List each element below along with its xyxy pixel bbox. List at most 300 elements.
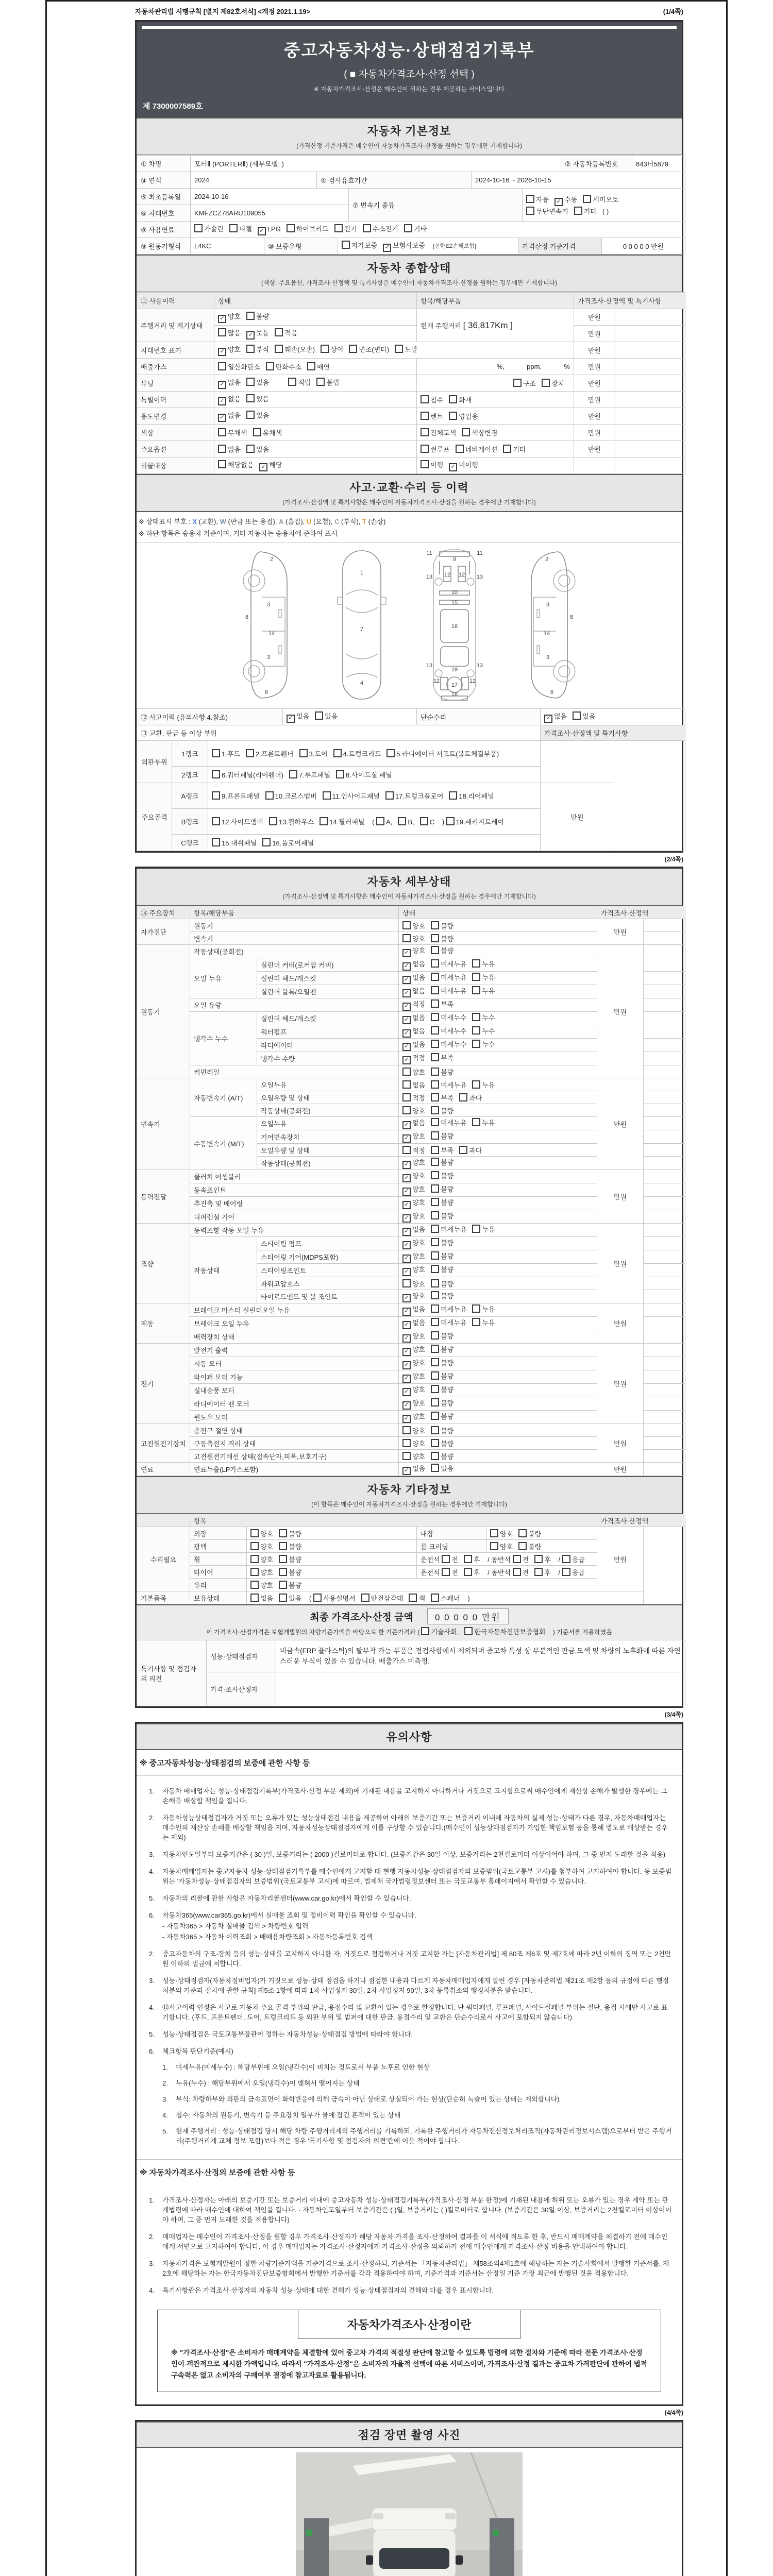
- checkbox[interactable]: ✓: [402, 976, 411, 984]
- checkbox[interactable]: [279, 1529, 287, 1537]
- checkbox[interactable]: ✓: [402, 1334, 411, 1343]
- checkbox[interactable]: [250, 1542, 259, 1550]
- checkbox-option[interactable]: [402, 1080, 425, 1090]
- checkbox-option[interactable]: [402, 1184, 425, 1196]
- checkbox-option[interactable]: [404, 224, 427, 233]
- checkbox-option[interactable]: [431, 1211, 453, 1221]
- checkbox-option[interactable]: [513, 1567, 529, 1577]
- checkbox[interactable]: ✓: [402, 1121, 411, 1129]
- checkbox-option[interactable]: [402, 1438, 425, 1448]
- checkbox[interactable]: [431, 1158, 439, 1166]
- checkbox[interactable]: [402, 1279, 411, 1287]
- checkbox-option[interactable]: [402, 999, 425, 1011]
- checkbox[interactable]: [421, 445, 429, 453]
- checkbox-option[interactable]: [218, 377, 241, 389]
- checkbox[interactable]: ✓: [218, 315, 226, 323]
- checkbox-option[interactable]: [218, 362, 260, 371]
- checkbox-option[interactable]: [307, 362, 330, 371]
- checkbox-option[interactable]: [334, 224, 357, 233]
- checkbox[interactable]: [472, 1225, 480, 1233]
- checkbox[interactable]: ✓: [402, 1375, 411, 1383]
- checkbox[interactable]: [526, 207, 534, 215]
- checkbox-option[interactable]: [449, 460, 478, 471]
- checkbox[interactable]: [212, 817, 220, 825]
- checkbox[interactable]: [431, 1398, 439, 1406]
- checkbox[interactable]: [431, 1106, 439, 1114]
- checkbox[interactable]: [431, 1184, 439, 1193]
- checkbox-option[interactable]: [402, 1026, 425, 1038]
- checkbox[interactable]: [542, 379, 550, 387]
- checkbox-option[interactable]: [402, 1224, 425, 1236]
- checkbox-option[interactable]: [259, 460, 282, 471]
- checkbox[interactable]: [279, 1581, 287, 1589]
- checkbox[interactable]: [472, 1026, 480, 1035]
- checkbox[interactable]: [431, 1594, 439, 1602]
- checkbox[interactable]: [431, 1013, 439, 1021]
- checkbox-option[interactable]: [402, 934, 425, 943]
- checkbox-option[interactable]: [402, 1426, 425, 1435]
- checkbox-option[interactable]: [472, 1224, 495, 1234]
- checkbox[interactable]: ✓: [402, 1056, 411, 1064]
- checkbox[interactable]: ✓: [402, 1308, 411, 1316]
- checkbox-option[interactable]: [253, 428, 282, 437]
- checkbox[interactable]: [313, 1594, 322, 1602]
- checkbox-option[interactable]: [402, 1012, 425, 1024]
- checkbox-option[interactable]: [212, 791, 260, 801]
- checkbox[interactable]: ✓: [554, 198, 563, 206]
- checkbox-option[interactable]: [431, 1012, 466, 1022]
- checkbox-option[interactable]: [279, 1529, 301, 1538]
- checkbox[interactable]: ✓: [402, 949, 411, 957]
- checkbox[interactable]: [404, 224, 412, 232]
- checkbox-option[interactable]: [459, 1093, 482, 1103]
- checkbox[interactable]: ✓: [402, 1029, 411, 1038]
- checkbox-option[interactable]: [472, 959, 495, 969]
- checkbox-option[interactable]: [349, 344, 389, 354]
- checkbox-option[interactable]: [442, 1554, 458, 1564]
- checkbox[interactable]: [402, 1439, 411, 1447]
- checkbox-option[interactable]: [431, 1438, 453, 1448]
- checkbox[interactable]: [316, 378, 325, 386]
- checkbox-option[interactable]: [446, 817, 504, 826]
- checkbox[interactable]: [431, 1304, 439, 1313]
- checkbox[interactable]: ✓: [544, 715, 552, 723]
- checkbox-option[interactable]: [431, 986, 466, 995]
- checkbox[interactable]: ✓: [402, 1401, 411, 1410]
- checkbox-option[interactable]: [431, 1451, 453, 1461]
- checkbox[interactable]: [336, 770, 344, 778]
- checkbox-option[interactable]: [212, 770, 283, 779]
- checkbox[interactable]: [431, 999, 439, 1008]
- checkbox-option[interactable]: [431, 1080, 466, 1090]
- checkbox[interactable]: [472, 1304, 480, 1313]
- checkbox-option[interactable]: [246, 410, 269, 420]
- checkbox-option[interactable]: [246, 444, 269, 454]
- checkbox-option[interactable]: [279, 1554, 301, 1564]
- checkbox[interactable]: [307, 362, 315, 370]
- checkbox[interactable]: [402, 1093, 411, 1101]
- checkbox-option[interactable]: [361, 1593, 404, 1603]
- checkbox[interactable]: ✓: [402, 1161, 411, 1169]
- checkbox[interactable]: [275, 345, 283, 353]
- checkbox-option[interactable]: [402, 1067, 425, 1077]
- checkbox[interactable]: ✓: [218, 381, 226, 389]
- checkbox[interactable]: [459, 1093, 467, 1101]
- checkbox[interactable]: [431, 1118, 439, 1126]
- checkbox[interactable]: [250, 1594, 259, 1602]
- checkbox-option[interactable]: [534, 1554, 551, 1564]
- checkbox-option[interactable]: [333, 749, 381, 758]
- checkbox[interactable]: [279, 1594, 287, 1602]
- checkbox[interactable]: [212, 770, 220, 778]
- checkbox-option[interactable]: [431, 1131, 453, 1141]
- checkbox-option[interactable]: [462, 428, 497, 437]
- checkbox[interactable]: [334, 224, 343, 232]
- checkbox-option[interactable]: [402, 1157, 425, 1169]
- checkbox-option[interactable]: [534, 1567, 551, 1577]
- checkbox-option[interactable]: [279, 1567, 301, 1577]
- checkbox-option[interactable]: [431, 972, 466, 982]
- checkbox-option[interactable]: [250, 1529, 273, 1538]
- checkbox-option[interactable]: [246, 377, 269, 387]
- checkbox-option[interactable]: [431, 1093, 453, 1103]
- checkbox[interactable]: [431, 1265, 439, 1273]
- checkbox[interactable]: [431, 921, 439, 929]
- checkbox[interactable]: [431, 1131, 439, 1140]
- checkbox-option[interactable]: [383, 240, 425, 252]
- checkbox-option[interactable]: [269, 817, 314, 826]
- checkbox-option[interactable]: [472, 1012, 495, 1022]
- checkbox[interactable]: [518, 1542, 527, 1550]
- checkbox[interactable]: ✓: [402, 1201, 411, 1209]
- checkbox[interactable]: [250, 1555, 259, 1563]
- checkbox[interactable]: [402, 934, 411, 942]
- checkbox[interactable]: [386, 749, 395, 757]
- checkbox[interactable]: [431, 1093, 439, 1101]
- checkbox[interactable]: [402, 1080, 411, 1089]
- checkbox-option[interactable]: [246, 311, 269, 321]
- checkbox-option[interactable]: [431, 1224, 466, 1234]
- checkbox-option[interactable]: [246, 394, 269, 403]
- checkbox[interactable]: [472, 1318, 480, 1326]
- checkbox-option[interactable]: [402, 1093, 425, 1103]
- checkbox[interactable]: [431, 1171, 439, 1179]
- checkbox-option[interactable]: [313, 1593, 356, 1603]
- checkbox[interactable]: [446, 817, 455, 825]
- checkbox[interactable]: [472, 986, 480, 994]
- checkbox[interactable]: [503, 445, 511, 453]
- checkbox[interactable]: [583, 195, 591, 203]
- checkbox[interactable]: [472, 1080, 480, 1089]
- checkbox-option[interactable]: [402, 1106, 425, 1115]
- checkbox[interactable]: [275, 328, 283, 336]
- checkbox[interactable]: [431, 973, 439, 981]
- checkbox[interactable]: [279, 1555, 287, 1563]
- checkbox-option[interactable]: [250, 1567, 273, 1577]
- checkbox-option[interactable]: [402, 1197, 425, 1209]
- checkbox-option[interactable]: [299, 749, 328, 758]
- checkbox[interactable]: [342, 241, 350, 249]
- checkbox-option[interactable]: [431, 1331, 453, 1341]
- checkbox[interactable]: ✓: [402, 1016, 411, 1024]
- checkbox-option[interactable]: [431, 1317, 466, 1327]
- checkbox-option[interactable]: [431, 1145, 453, 1155]
- checkbox-option[interactable]: [402, 1291, 425, 1302]
- checkbox-option[interactable]: [472, 1304, 495, 1314]
- checkbox-option[interactable]: [421, 411, 443, 421]
- checkbox[interactable]: [456, 445, 464, 453]
- checkbox[interactable]: [363, 224, 371, 232]
- checkbox-option[interactable]: [513, 378, 536, 388]
- checkbox[interactable]: [490, 1529, 498, 1537]
- checkbox-option[interactable]: [542, 378, 564, 388]
- checkbox-option[interactable]: [279, 1541, 301, 1551]
- checkbox-option[interactable]: [431, 1106, 453, 1115]
- checkbox[interactable]: ✓: [287, 715, 295, 723]
- checkbox-option[interactable]: [431, 945, 453, 955]
- checkbox-option[interactable]: [431, 1067, 453, 1077]
- checkbox[interactable]: [246, 445, 255, 453]
- checkbox-option[interactable]: [431, 1358, 453, 1367]
- checkbox-option[interactable]: [574, 206, 597, 216]
- checkbox[interactable]: [431, 1225, 439, 1233]
- checkbox[interactable]: [513, 1555, 521, 1563]
- checkbox-option[interactable]: [218, 460, 254, 469]
- checkbox[interactable]: [464, 1555, 472, 1563]
- checkbox-option[interactable]: [402, 1171, 425, 1182]
- checkbox-option[interactable]: [320, 817, 364, 826]
- checkbox-option[interactable]: [456, 444, 498, 454]
- checkbox[interactable]: [246, 312, 255, 320]
- checkbox-option[interactable]: [323, 791, 380, 801]
- checkbox[interactable]: [462, 428, 470, 436]
- checkbox-option[interactable]: [431, 1157, 453, 1167]
- checkbox[interactable]: ✓: [246, 331, 255, 340]
- checkbox[interactable]: [421, 428, 429, 436]
- checkbox[interactable]: [402, 1146, 411, 1154]
- checkbox[interactable]: [299, 749, 308, 757]
- checkbox[interactable]: ✓: [402, 1348, 411, 1356]
- checkbox[interactable]: [246, 749, 254, 757]
- checkbox[interactable]: ✓: [218, 348, 226, 356]
- checkbox-option[interactable]: [194, 224, 224, 233]
- checkbox-option[interactable]: [402, 1304, 425, 1316]
- checkbox-option[interactable]: [279, 1593, 301, 1603]
- checkbox[interactable]: [246, 411, 255, 419]
- checkbox-option[interactable]: [402, 1331, 425, 1343]
- checkbox-option[interactable]: [431, 1039, 466, 1049]
- checkbox[interactable]: [250, 1568, 259, 1576]
- checkbox-option[interactable]: [431, 1117, 466, 1127]
- checkbox[interactable]: [472, 1040, 480, 1048]
- checkbox-option[interactable]: [212, 817, 263, 826]
- checkbox[interactable]: ✓: [402, 1415, 411, 1423]
- checkbox[interactable]: [315, 711, 323, 720]
- checkbox-option[interactable]: [288, 377, 311, 387]
- checkbox[interactable]: [361, 1594, 369, 1602]
- checkbox[interactable]: ✓: [449, 463, 457, 471]
- checkbox-option[interactable]: [402, 1238, 425, 1249]
- checkbox-option[interactable]: [544, 711, 567, 723]
- checkbox-option[interactable]: [464, 1567, 480, 1577]
- checkbox[interactable]: ✓: [259, 463, 267, 471]
- checkbox[interactable]: [431, 1211, 439, 1219]
- checkbox-option[interactable]: [402, 1211, 425, 1223]
- checkbox[interactable]: [250, 1581, 259, 1589]
- checkbox[interactable]: [431, 1040, 439, 1048]
- checkbox-option[interactable]: [431, 921, 453, 930]
- checkbox-option[interactable]: [250, 1593, 273, 1603]
- checkbox-option[interactable]: [431, 1398, 453, 1408]
- checkbox-option[interactable]: [472, 1117, 495, 1127]
- checkbox-option[interactable]: [431, 1026, 466, 1036]
- checkbox-option[interactable]: [402, 1279, 425, 1289]
- checkbox[interactable]: [262, 838, 271, 846]
- checkbox-option[interactable]: [246, 749, 294, 758]
- checkbox[interactable]: [395, 345, 403, 353]
- checkbox[interactable]: [431, 1371, 439, 1380]
- checkbox[interactable]: ✓: [383, 244, 391, 252]
- checkbox[interactable]: [574, 207, 582, 215]
- checkbox[interactable]: [431, 934, 439, 942]
- checkbox-option[interactable]: [402, 1317, 425, 1329]
- checkbox-option[interactable]: [287, 224, 329, 233]
- checkbox[interactable]: [449, 395, 457, 403]
- checkbox-option[interactable]: [421, 460, 443, 469]
- checkbox-option[interactable]: [490, 1541, 513, 1551]
- checkbox-option[interactable]: [503, 444, 526, 454]
- checkbox-option[interactable]: [421, 428, 456, 437]
- checkbox[interactable]: ✓: [402, 1361, 411, 1369]
- checkbox[interactable]: [349, 345, 357, 353]
- checkbox-option[interactable]: [431, 1238, 453, 1247]
- checkbox-option[interactable]: [431, 959, 466, 969]
- checkbox-option[interactable]: [472, 1317, 495, 1327]
- checkbox-option[interactable]: [395, 344, 417, 354]
- checkbox-option[interactable]: [449, 411, 478, 421]
- checkbox[interactable]: ✓: [402, 1228, 411, 1236]
- checkbox[interactable]: [402, 1067, 411, 1076]
- checkbox-option[interactable]: [289, 770, 330, 779]
- checkbox[interactable]: [449, 412, 457, 420]
- checkbox-option[interactable]: [402, 1398, 425, 1410]
- checkbox-option[interactable]: [218, 444, 241, 454]
- checkbox-option[interactable]: [212, 749, 240, 758]
- checkbox-option[interactable]: [402, 921, 425, 930]
- checkbox[interactable]: [212, 791, 220, 800]
- checkbox[interactable]: [431, 1318, 439, 1326]
- checkbox[interactable]: [431, 1067, 439, 1076]
- checkbox[interactable]: [449, 791, 457, 800]
- checkbox-option[interactable]: [490, 1529, 513, 1538]
- checkbox[interactable]: [279, 1568, 287, 1576]
- checkbox-option[interactable]: [459, 1145, 482, 1155]
- checkbox-option[interactable]: [402, 1131, 425, 1143]
- checkbox[interactable]: [562, 1555, 570, 1563]
- checkbox-option[interactable]: [363, 224, 398, 233]
- checkbox[interactable]: [398, 817, 406, 825]
- checkbox[interactable]: [534, 1568, 543, 1576]
- checkbox[interactable]: [194, 224, 203, 232]
- checkbox-option[interactable]: [402, 959, 425, 971]
- checkbox-option[interactable]: [336, 770, 392, 779]
- checkbox[interactable]: [431, 1251, 439, 1260]
- checkbox-option[interactable]: [431, 1264, 453, 1274]
- checkbox-option[interactable]: [265, 791, 317, 801]
- checkbox-option[interactable]: [315, 711, 338, 721]
- checkbox[interactable]: [265, 791, 274, 800]
- checkbox[interactable]: ✓: [402, 1467, 411, 1475]
- checkbox[interactable]: [320, 817, 328, 825]
- checkbox-option[interactable]: [402, 945, 425, 957]
- checkbox-option[interactable]: [246, 328, 269, 340]
- checkbox[interactable]: [431, 946, 439, 954]
- checkbox[interactable]: [562, 1568, 570, 1576]
- checkbox-option[interactable]: [449, 791, 494, 801]
- checkbox[interactable]: ✓: [402, 1241, 411, 1249]
- checkbox-option[interactable]: [279, 1580, 301, 1590]
- checkbox-option[interactable]: [431, 1184, 453, 1194]
- checkbox-option[interactable]: [431, 1593, 460, 1603]
- checkbox-option[interactable]: [442, 1567, 458, 1577]
- checkbox[interactable]: [269, 817, 277, 825]
- checkbox-option[interactable]: [402, 1358, 425, 1369]
- checkbox[interactable]: [421, 395, 429, 403]
- checkbox[interactable]: [289, 770, 297, 778]
- checkbox[interactable]: [431, 1464, 439, 1472]
- checkbox[interactable]: [229, 224, 238, 232]
- checkbox-option[interactable]: [472, 986, 495, 995]
- checkbox-option[interactable]: [431, 1384, 453, 1394]
- checkbox[interactable]: [431, 1331, 439, 1340]
- checkbox-option[interactable]: [218, 311, 241, 323]
- checkbox-option[interactable]: [431, 1279, 453, 1289]
- checkbox[interactable]: [442, 1568, 450, 1576]
- checkbox-option[interactable]: [464, 1554, 480, 1564]
- checkbox-option[interactable]: [218, 344, 241, 356]
- checkbox[interactable]: ✓: [402, 1188, 411, 1196]
- checkbox-option[interactable]: [385, 791, 443, 801]
- checkbox[interactable]: [212, 838, 220, 846]
- checkbox-option[interactable]: [258, 225, 281, 235]
- checkbox-option[interactable]: [562, 1567, 585, 1577]
- checkbox[interactable]: [431, 1345, 439, 1353]
- checkbox-option[interactable]: [420, 817, 434, 826]
- checkbox-option[interactable]: [402, 1451, 425, 1461]
- checkbox[interactable]: ✓: [258, 227, 266, 235]
- checkbox[interactable]: [472, 1118, 480, 1126]
- checkbox[interactable]: [279, 1542, 287, 1550]
- checkbox-option[interactable]: [212, 838, 257, 848]
- checkbox-option[interactable]: [398, 817, 414, 826]
- checkbox[interactable]: [246, 394, 255, 402]
- checkbox-option[interactable]: [250, 1554, 273, 1564]
- checkbox-option[interactable]: [402, 1145, 425, 1155]
- checkbox-option[interactable]: [449, 395, 472, 404]
- checkbox-option[interactable]: [431, 999, 453, 1009]
- checkbox[interactable]: [421, 460, 429, 468]
- checkbox-option[interactable]: [266, 362, 301, 371]
- checkbox-option[interactable]: [526, 194, 549, 204]
- checkbox[interactable]: [321, 345, 329, 353]
- checkbox-option[interactable]: [431, 1371, 453, 1381]
- checkbox[interactable]: [513, 379, 522, 387]
- checkbox-option[interactable]: [472, 1080, 495, 1090]
- checkbox-option[interactable]: [218, 428, 247, 437]
- checkbox-option[interactable]: [402, 1264, 425, 1276]
- checkbox-option[interactable]: [562, 1554, 585, 1564]
- checkbox[interactable]: [472, 959, 480, 968]
